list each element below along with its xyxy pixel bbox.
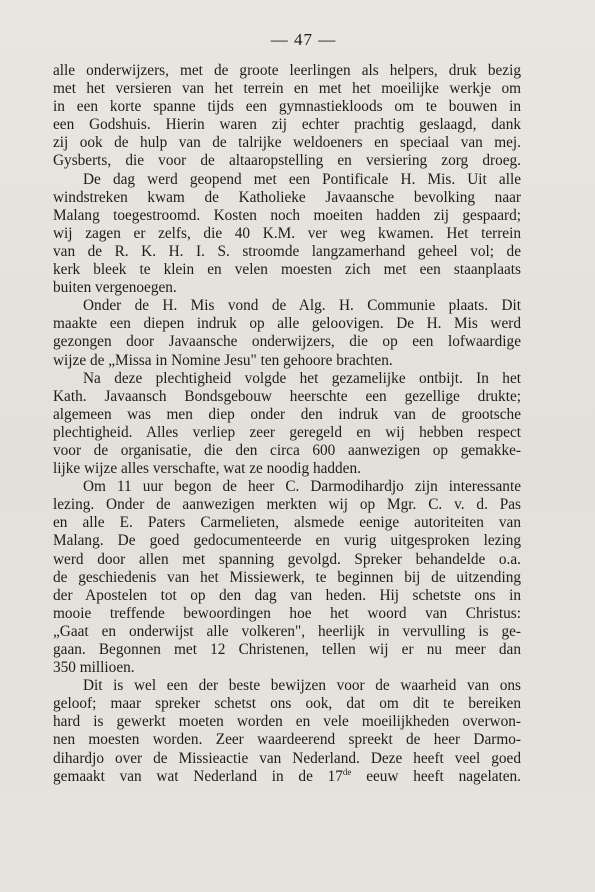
text-line: Gysberts, die voor de altaaropstelling en versiering zorg droeg. [53, 152, 521, 170]
text-line: Om 11 uur begon de heer C. Darmodihardjo zijn interessante [83, 478, 521, 496]
text-line: voor de organisatie, die den circa 600 aanwezigen op gemakke- [53, 441, 521, 459]
text-line: Malang toegestroomd. Kosten noch moeiten hadden zij gespaard; [53, 206, 521, 224]
text-line: lijke wijze alles verschafte, wat ze noodig hadden. [53, 460, 361, 478]
text-line: in een korte spanne tijds een gymnastiekloods om te bouwen in [53, 98, 521, 116]
text-line: alle onderwijzers, met de groote leerlingen als helpers, druk bezig [53, 62, 521, 79]
text-line: buiten vergenoegen. [53, 279, 177, 297]
text-line: maakte een diepen indruk op alle geloovigen. De H. Mis werd [53, 315, 521, 333]
text-line: Kath. Javaansch Bondsgebouw heerschte een gezellige drukte; [53, 387, 521, 405]
text-line: met het versieren van het terrein en met het moeilijke werkje om [53, 80, 521, 98]
paragraph [53, 171, 521, 298]
text-line: der Apostelen tot op den dag van heden. Hij schetste ons in [53, 586, 521, 604]
text-line: De dag werd geopend met een Pontificale H. Mis. Uit alle [83, 170, 521, 188]
text-line: Onder de H. Mis vond de Alg. H. Communie plaats. Dit [83, 297, 521, 315]
paragraph [53, 677, 521, 786]
text-line: en alle E. Paters Carmelieten, alsmede eenige autoriteiten van [53, 514, 521, 532]
text-line: wij zagen er zelfs, die 40 K.M. ver weg kwamen. Het terrein [53, 224, 521, 242]
text-segment: gemaakt van wat Nederland in de 17 [53, 767, 343, 785]
ordinal-superscript: de [342, 766, 352, 777]
text-line: mooie treffende bewoordingen hoe het woord van Christus: [53, 604, 521, 622]
text-line: algemeen was men diep onder den indruk van de grootsche [53, 405, 521, 423]
text-line: windstreken kwam de Katholieke Javaansche bevolking naar [53, 188, 521, 206]
paragraph [53, 297, 521, 369]
text-line: „Gaat en onderwijst alle volkeren", heerlijk in vervulling is ge- [53, 622, 521, 640]
text-line: werd door allen met spanning gevolgd. Spreker behandelde o.a. [53, 550, 521, 568]
paragraph [53, 478, 521, 677]
text-line: geloof; maar spreker schetst ons ook, dat om dit te bereiken [53, 695, 521, 713]
text-line [53, 768, 521, 786]
text-line: gezongen door Javaansche onderwijzers, die op een lofwaardige [53, 333, 521, 351]
text-line: plechtigheid. Alles verliep zeer geregeld en wij hebben respect [53, 423, 521, 441]
text-line: een Godshuis. Hierin waren zij echter prachtig geslaagd, dank [53, 116, 521, 134]
text-line: hard is gewerkt moeten worden en vele moeilijkheden overwon- [53, 713, 521, 731]
text-line: zij ook de hulp van de talrijke weldoeners en speciaal van mej. [53, 134, 521, 152]
text-line: dihardjo over de Missieactie van Nederland. Deze heeft veel goed [53, 749, 521, 767]
text-line: wijze de „Missa in Nomine Jesu" ten gehoore brachten. [53, 351, 393, 369]
text-line: Malang. De goed gedocumenteerde en vurig uitgesproken lezing [53, 532, 521, 550]
page-number: — 47 — [270, 30, 337, 49]
paragraph [53, 62, 521, 171]
text-line: Na deze plechtigheid volgde het gezamelijke ontbijt. In het [83, 369, 521, 387]
text-line: lezing. Onder de aanwezigen merkten wij op Mgr. C. v. d. Pas [53, 496, 521, 514]
paragraph [53, 370, 521, 479]
text-line: kerk bleek te klein en velen moesten zich met een staanplaats [53, 261, 521, 279]
body-text [53, 62, 521, 786]
text-line: van de R. K. H. I. S. stroomde langzamerhand geheel vol; de [53, 242, 521, 260]
text-line: gaan. Begonnen met 12 Christenen, tellen wij er nu meer dan [53, 641, 521, 658]
text-line: nen moesten worden. Zeer waardeerend spreekt de heer Darmo- [53, 731, 521, 749]
text-line: 350 millioen. [53, 659, 135, 677]
text-line: Dit is wel een der beste bewijzen voor de waarheid van ons [83, 677, 521, 695]
text-segment: eeuw heeft nagelaten. [366, 767, 521, 785]
text-line: de geschiedenis van het Missiewerk, te beginnen bij de uitzending [53, 568, 521, 586]
